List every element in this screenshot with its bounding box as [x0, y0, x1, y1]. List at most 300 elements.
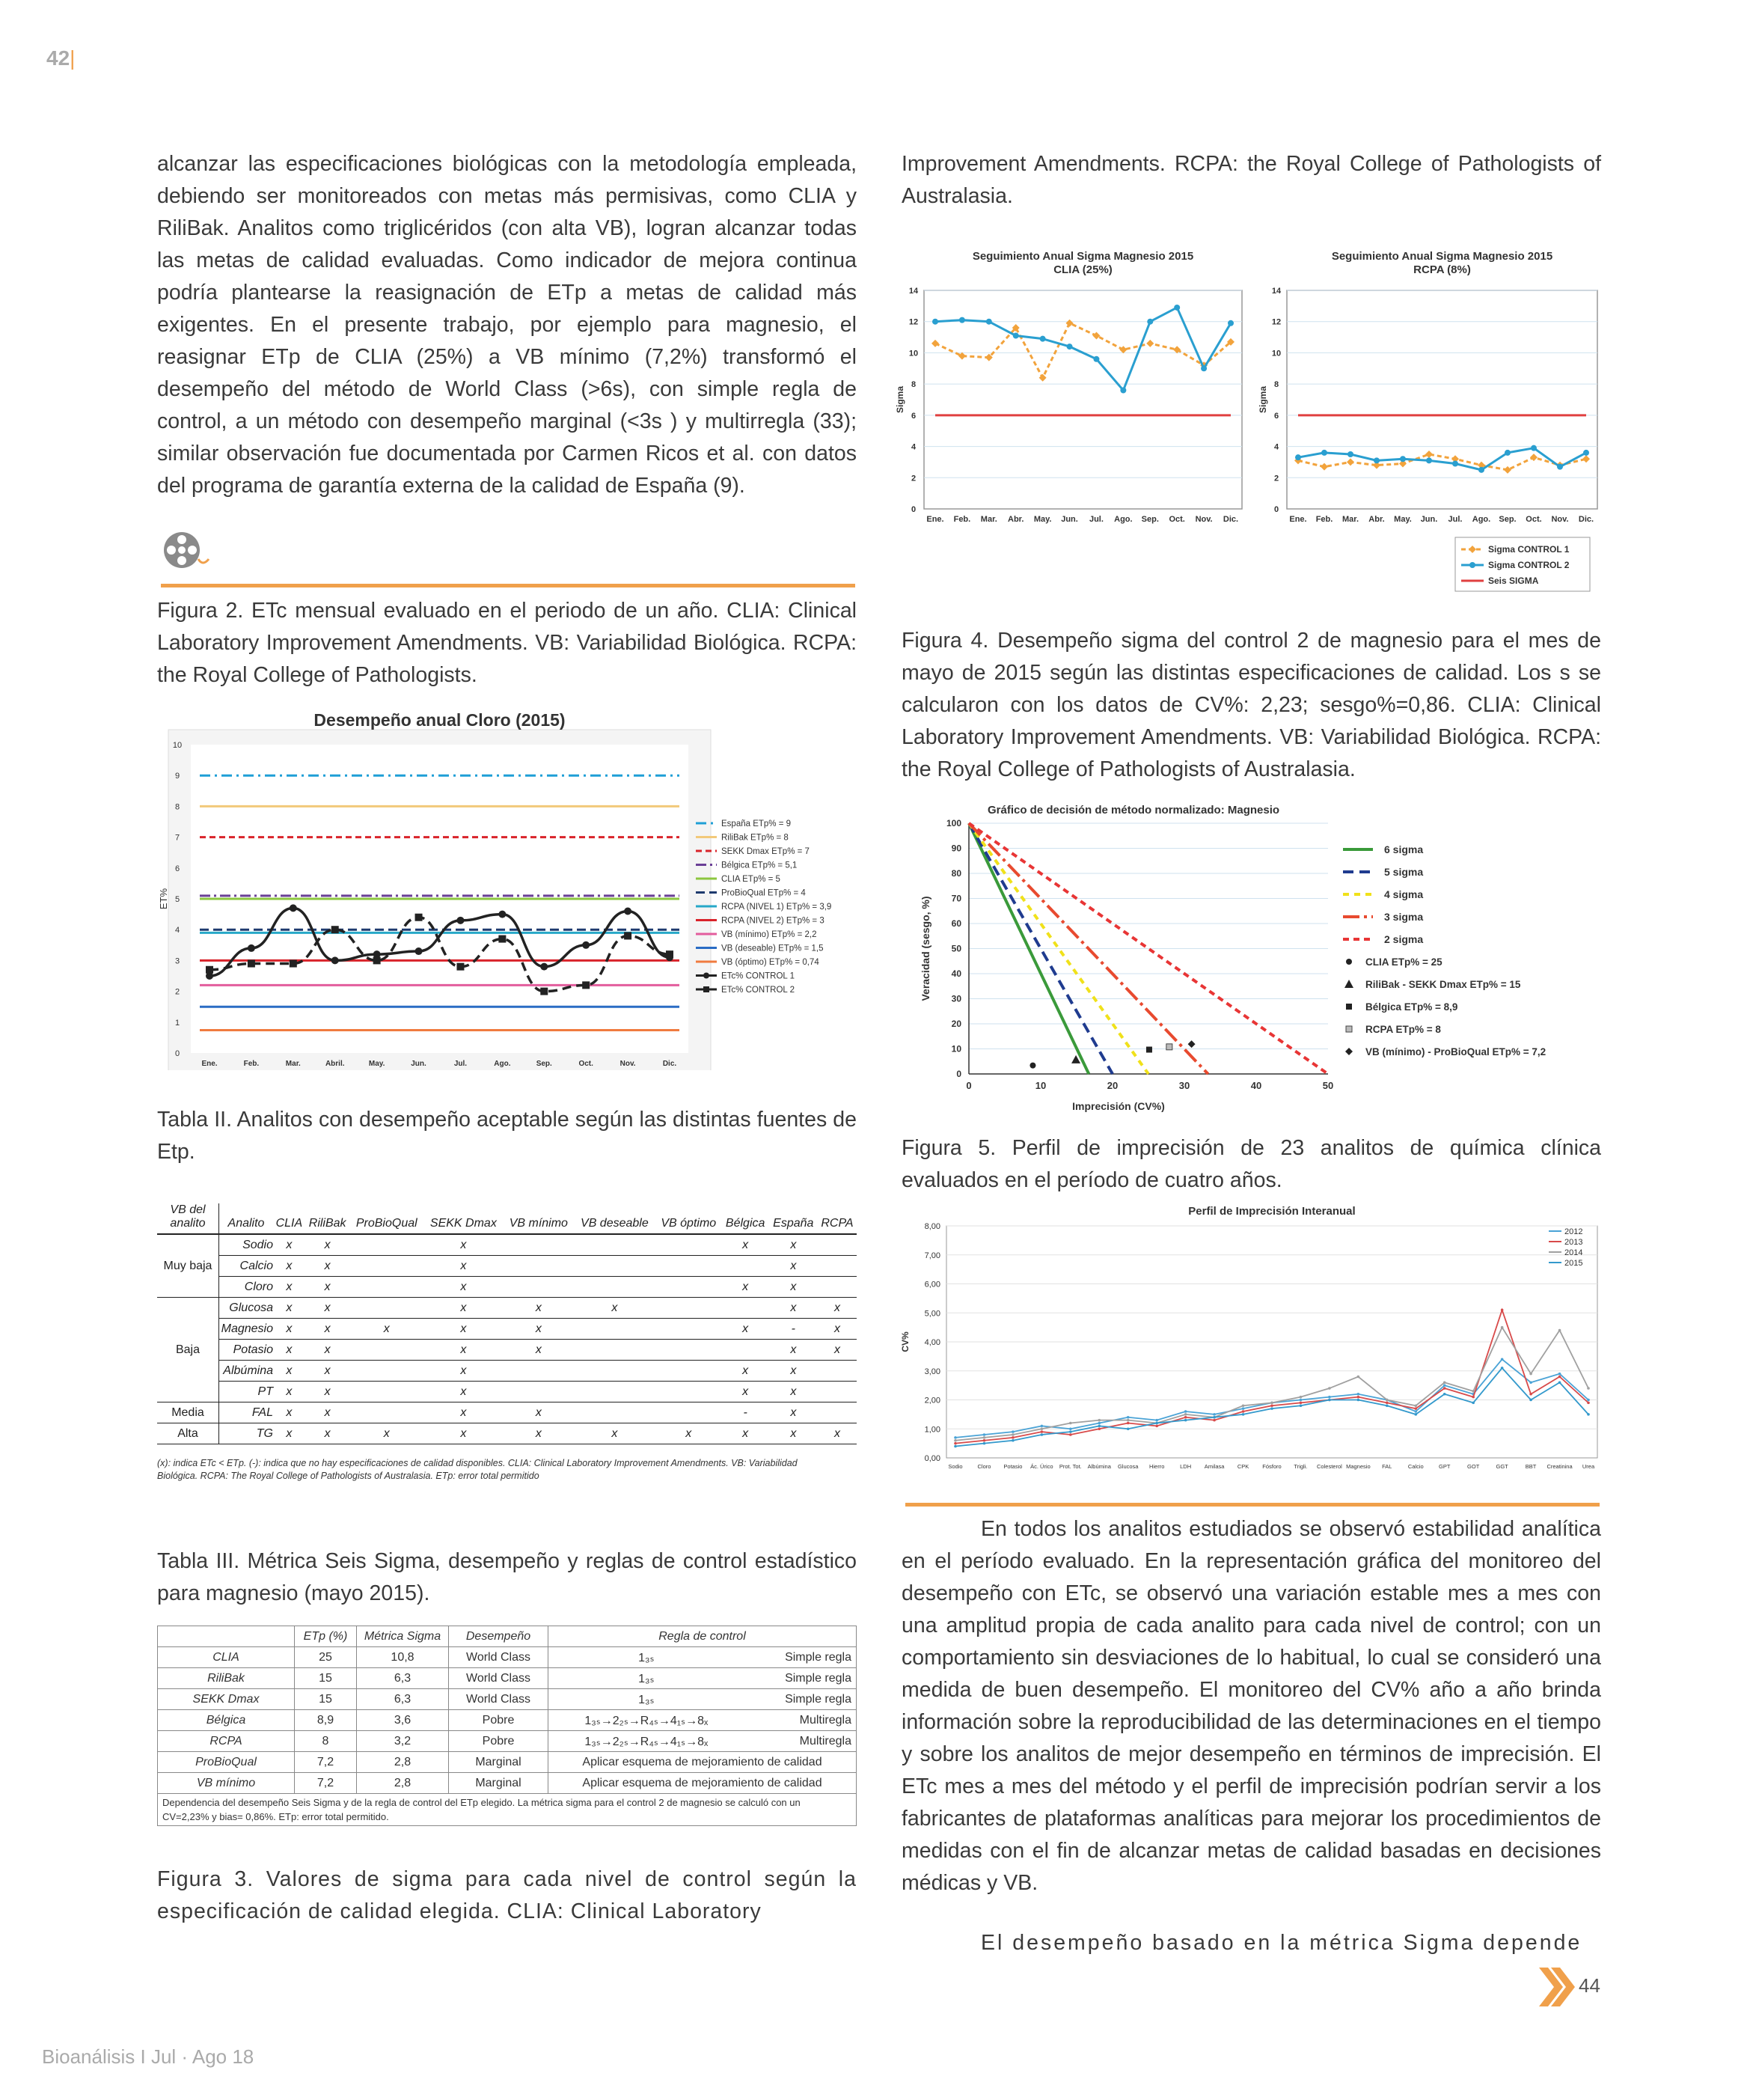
- table2-cell: x: [769, 1423, 818, 1444]
- table2-cell: -: [769, 1319, 818, 1340]
- fig3a-point: [1013, 332, 1019, 338]
- fig2-legend-label: ETc% CONTROL 1: [721, 971, 795, 981]
- fig4-ytick: 100: [946, 818, 961, 828]
- fig3b-point: [1452, 461, 1458, 467]
- fig3a-xtick: Feb.: [953, 515, 971, 524]
- fig5-point: [1443, 1393, 1446, 1396]
- fig2-point: [624, 932, 631, 939]
- table2-header-cell: ProBioQual: [350, 1203, 423, 1234]
- table2-cell: x: [423, 1319, 504, 1340]
- table3-note-box: [157, 1794, 857, 1826]
- fig2-svg: [153, 703, 860, 1070]
- table-row: [158, 1647, 857, 1668]
- table3-header-cell: Métrica Sigma: [357, 1626, 449, 1647]
- fig5-point: [1558, 1373, 1561, 1376]
- fig4-point: [1146, 1047, 1152, 1053]
- fig5-point: [1069, 1427, 1072, 1430]
- fig5-point: [1300, 1404, 1303, 1407]
- fig2-xtick: Ene.: [201, 1060, 218, 1068]
- table3-cell: World Class: [449, 1668, 548, 1689]
- fig5-point: [1098, 1425, 1101, 1428]
- fig5-point: [954, 1436, 957, 1439]
- fig5-xtick: Trigli.: [1294, 1463, 1308, 1470]
- table3-cell: World Class: [449, 1647, 548, 1668]
- table2-cell: x: [769, 1340, 818, 1361]
- fig2-point: [373, 956, 381, 964]
- table2-cell: [655, 1234, 722, 1256]
- fig5-xtick: Prot. Tot.: [1059, 1463, 1082, 1470]
- fig5-xtick: GPT: [1439, 1463, 1451, 1470]
- table2-header-cell: Analito: [219, 1203, 274, 1234]
- fig5-point: [1501, 1309, 1504, 1312]
- table2-cell: x: [818, 1298, 857, 1319]
- fig2-ytick: 0: [174, 1049, 180, 1058]
- fig3b-legend-label: Sigma CONTROL 2: [1488, 560, 1570, 570]
- fig2-point: [456, 917, 464, 924]
- fig5-point: [1242, 1404, 1245, 1407]
- table3-cell: 2,8: [357, 1752, 449, 1773]
- fig3b-ytick: 2: [1273, 474, 1279, 483]
- fig2-point: [248, 960, 255, 968]
- fig5-xtick: Sodio: [948, 1463, 963, 1470]
- table2-cell: x: [818, 1423, 857, 1444]
- table3-rule: Aplicar esquema de mejoramiento de calidad: [548, 1752, 857, 1773]
- table3-cell: 2,8: [357, 1773, 449, 1794]
- table2-cell: x: [273, 1340, 305, 1361]
- table2-cell: [350, 1256, 423, 1277]
- fig3b-xtick: Mar.: [1341, 515, 1359, 524]
- table2-cell: x: [423, 1361, 504, 1382]
- table2-cell: [350, 1234, 423, 1256]
- fig4-ytick: 40: [951, 968, 961, 979]
- table2-cell: [504, 1256, 574, 1277]
- fig5-point: [1529, 1381, 1532, 1384]
- table2-cell: x: [273, 1234, 305, 1256]
- fig4-legend-label: 4 sigma: [1384, 888, 1424, 900]
- table2-cell: [504, 1382, 574, 1402]
- table2-analyte: Magnesio: [219, 1319, 274, 1340]
- table2-cell: x: [350, 1319, 423, 1340]
- fig2-xtick: Jun.: [411, 1060, 426, 1068]
- table3-cell: 15: [295, 1668, 357, 1689]
- fig4-title: Gráfico de decisión de método normalizado: Magnesio: [988, 804, 1280, 817]
- fig3b-chart: [1257, 243, 1609, 595]
- fig4-legend-marker: [1345, 1048, 1353, 1055]
- table2-header-cell: VB mínimo: [504, 1203, 574, 1234]
- next-arrow-icon: [1538, 1966, 1576, 2008]
- table-row: [157, 1423, 857, 1444]
- fig4-legend-label: 5 sigma: [1384, 866, 1424, 878]
- fig5-point: [1472, 1402, 1475, 1405]
- table2-analyte: Glucosa: [219, 1298, 274, 1319]
- fig2-xtick: Ago.: [494, 1060, 511, 1068]
- fig5-point: [1529, 1373, 1532, 1376]
- fig5-point: [1414, 1407, 1417, 1410]
- fig5-point: [1184, 1419, 1187, 1422]
- table2-group-label: Media: [157, 1402, 219, 1423]
- fig3a-xtick: Ago.: [1114, 515, 1133, 524]
- fig2-point: [206, 966, 213, 974]
- table3-cell: RCPA: [158, 1731, 295, 1752]
- table2-cell: x: [504, 1402, 574, 1423]
- table2-cell: x: [423, 1256, 504, 1277]
- fig4-legend-label: CLIA ETp% = 25: [1365, 956, 1442, 968]
- table3-cell: 15: [295, 1689, 357, 1710]
- fig3a-ytick: 6: [911, 411, 917, 421]
- fig5-point: [1357, 1399, 1360, 1402]
- fig2-point: [290, 904, 297, 912]
- table-row: [157, 1234, 857, 1256]
- fig3b-ytick: 4: [1273, 442, 1279, 452]
- fig5-ytick: 7,00: [924, 1251, 940, 1260]
- fig3a-point: [986, 319, 992, 325]
- fig5-point: [1184, 1416, 1187, 1419]
- table2-cell: x: [423, 1340, 504, 1361]
- table2-cell: x: [305, 1402, 350, 1423]
- table2-cell: x: [305, 1423, 350, 1444]
- fig5-xtick: CPK: [1237, 1463, 1249, 1470]
- table2-cell: [574, 1361, 655, 1382]
- table2-cell: [350, 1402, 423, 1423]
- fig5-xtick: FAL: [1382, 1463, 1392, 1470]
- table2-cell: x: [273, 1256, 305, 1277]
- fig5-point: [1098, 1427, 1101, 1430]
- table3-note-1: Dependencia del desempeño Seis Sigma y de la regla de control del ETp elegido. La métrica sigma para el control 2 de magnesio se calculó con un: [162, 1797, 801, 1808]
- fig3a-xtick: Jul.: [1089, 515, 1104, 524]
- fig3b-point: [1400, 456, 1406, 462]
- table2-cell: [655, 1256, 722, 1277]
- table2-cell: x: [273, 1382, 305, 1402]
- table2-cell: [350, 1298, 423, 1319]
- table2-cell: x: [574, 1423, 655, 1444]
- fig2-legend-label: CLIA ETp% = 5: [721, 875, 780, 884]
- table3-cell: 3,2: [357, 1731, 449, 1752]
- fig3a-plot-area: [924, 290, 1242, 509]
- fig5-point: [1587, 1387, 1590, 1390]
- fig5-point: [1587, 1399, 1590, 1402]
- left-paragraph: alcanzar las especificaciones biológicas con la metodología empleada, debiendo ser monitoreados con metas más permisivas, como CLIA y RiliBak. Analitos como triglicéridos (con alta VB), logran alcanzar todas las metas de calidad evaluadas. Como indicador de mejora continua podría plantearse la reasignación de ETp a metas de calidad más exigentes. En el presente trabajo, por ejemplo para magnesio, el reasignar ETp de CLIA (25%) a VB mínimo (7,2%) transformó el desempeño del método de World Class (>6s), con simple regla de control, a un método con desempeño marginal (<3s ) y multirregla (33); similar observación fue documentada por Carmen Ricos et al. con datos del programa de garantía externa de la calidad de España (9).: [157, 152, 857, 498]
- fig5-point: [1069, 1430, 1072, 1433]
- fig4-point: [1188, 1040, 1196, 1048]
- fig5-point: [1155, 1425, 1158, 1428]
- table2-cell: [655, 1382, 722, 1402]
- fig2-xtick: Nov.: [619, 1060, 636, 1068]
- fig2-legend-label: ETc% CONTROL 2: [721, 986, 795, 995]
- table3-cell: 6,3: [357, 1668, 449, 1689]
- fig5-point: [1213, 1416, 1216, 1419]
- fig2-ylabel: ET%: [158, 888, 169, 910]
- fig5-point: [1270, 1402, 1273, 1405]
- fig2-legend-label: RiliBak ETp% = 8: [721, 833, 789, 843]
- fig5-ytick: 0,00: [924, 1454, 940, 1463]
- fig3b-xtick: May.: [1394, 515, 1412, 524]
- fig5-point: [983, 1439, 986, 1442]
- table2-cell: [655, 1298, 722, 1319]
- table2-cell: x: [769, 1382, 818, 1402]
- fig2-ytick: 3: [174, 956, 180, 966]
- table2-cell: x: [305, 1256, 350, 1277]
- fig5-point: [1012, 1436, 1015, 1439]
- fig4-xtick: 10: [1035, 1080, 1047, 1091]
- fig2-xtick: Jul.: [453, 1060, 468, 1068]
- table3-rule: Aplicar esquema de mejoramiento de calidad: [548, 1773, 857, 1794]
- table2-cell: x: [305, 1298, 350, 1319]
- fig5-xtick: Creatinina: [1546, 1463, 1573, 1470]
- table2-note-2: Biológica. RCPA: The Royal College of Pathologists of Australasia. ETp: error total permitido: [157, 1471, 539, 1481]
- fig3a-ytick: 14: [908, 287, 919, 296]
- fig3a-point: [1147, 319, 1153, 325]
- fig3a-xtick: May.: [1033, 515, 1052, 524]
- fig2-point: [666, 950, 673, 958]
- fig3b-legend-marker: [1469, 562, 1475, 568]
- orange-divider-left: [161, 584, 855, 587]
- fig5-point: [1443, 1387, 1446, 1390]
- fig4-ytick: 50: [951, 943, 961, 954]
- fig3b-ytick: 10: [1271, 349, 1282, 358]
- fig2-point: [415, 947, 423, 955]
- fig3a-point: [959, 317, 965, 323]
- table2-cell: [818, 1361, 857, 1382]
- fig3a-ylabel: Sigma: [895, 385, 905, 414]
- fig3a-ytick: 10: [908, 349, 919, 358]
- fig3a-point: [1067, 344, 1073, 350]
- fig3-caption-continued: Improvement Amendments. RCPA: the Royal College of Pathologists of Australasia.: [902, 152, 1601, 208]
- fig5-ytick: 6,00: [924, 1280, 940, 1289]
- fig5-point: [1587, 1413, 1590, 1416]
- fig5-point: [954, 1442, 957, 1445]
- fig2-legend-label: ProBioQual ETp% = 4: [721, 888, 806, 898]
- fig2-xtick: Oct.: [578, 1060, 593, 1068]
- fig2-ytick: 1: [174, 1018, 180, 1028]
- table2-cell: x: [818, 1319, 857, 1340]
- fig2-chart: [153, 703, 860, 1070]
- fig5-point: [1127, 1419, 1130, 1422]
- fig3b-legend-label: Sigma CONTROL 1: [1488, 544, 1570, 555]
- table2-header-cell: RCPA: [818, 1203, 857, 1234]
- fig3b-point: [1557, 464, 1563, 470]
- table2-cell: x: [769, 1256, 818, 1277]
- fig5-point: [1213, 1413, 1216, 1416]
- table2-cell: x: [722, 1382, 769, 1402]
- table3-rule: 1₃ₛ: [548, 1668, 744, 1689]
- fig4-ylabel: Veracidad (sesgo, %): [920, 896, 931, 1001]
- table3-note-2: CV=2,23% y bias= 0,86%. ETp: error total permitido.: [162, 1811, 389, 1822]
- table3-cell: ProBioQual: [158, 1752, 295, 1773]
- fig3b-svg: [1257, 243, 1609, 595]
- fig5-xtick: Calcio: [1407, 1463, 1424, 1470]
- fig5-xtick: Fósforo: [1262, 1463, 1282, 1470]
- fig2-point: [415, 914, 423, 921]
- table2-group-label: Alta: [157, 1423, 219, 1444]
- fig5-point: [1501, 1326, 1504, 1329]
- table2-header-cell: VB óptimo: [655, 1203, 722, 1234]
- fig3a-chart: [894, 243, 1253, 531]
- fig3b-point: [1347, 451, 1353, 457]
- fig3b-ytick: 8: [1273, 380, 1279, 390]
- fig5-chart: [898, 1200, 1605, 1492]
- table2-analyte: PT: [219, 1382, 274, 1402]
- fig3b-ytick: 12: [1271, 317, 1282, 327]
- fig4-ytick: 90: [951, 843, 961, 854]
- table3-cell: SEKK Dmax: [158, 1689, 295, 1710]
- fig5-point: [1529, 1393, 1532, 1396]
- fig5-ylabel: CV%: [900, 1331, 911, 1352]
- table2-cell: x: [504, 1423, 574, 1444]
- fig5-point: [1012, 1433, 1015, 1436]
- fig5-point: [1041, 1430, 1044, 1433]
- fig5-point: [1300, 1396, 1303, 1399]
- fig3b-xtick: Jun.: [1420, 515, 1438, 524]
- fig5-point: [1529, 1399, 1532, 1402]
- fig3a-point: [1174, 305, 1180, 311]
- table2-analyte: TG: [219, 1423, 274, 1444]
- fig3b-xtick: Abr.: [1368, 515, 1385, 524]
- fig3a-xtick: Oct.: [1169, 515, 1185, 524]
- table2-cell: [350, 1361, 423, 1382]
- fig2-xtick: Sep.: [536, 1060, 552, 1068]
- fig4-ytick: 20: [951, 1019, 961, 1029]
- table2-cell: [655, 1402, 722, 1423]
- fig4-xtick: 50: [1322, 1080, 1334, 1091]
- fig5-point: [983, 1442, 986, 1445]
- fig5-point: [1270, 1404, 1273, 1407]
- fig5-point: [1587, 1402, 1590, 1405]
- fig2-xtick: Mar.: [285, 1060, 301, 1068]
- fig3b-ylabel: Sigma: [1258, 385, 1268, 414]
- fig2-ytick: 9: [174, 772, 180, 781]
- table2-cell: -: [722, 1402, 769, 1423]
- fig3a-subtitle: CLIA (25%): [1053, 263, 1113, 276]
- fig5-svg: [898, 1200, 1605, 1492]
- table-row: [157, 1382, 857, 1402]
- fig4-legend-label: 2 sigma: [1384, 933, 1424, 945]
- table3-cell: 7,2: [295, 1773, 357, 1794]
- fig3b-subtitle: RCPA (8%): [1413, 263, 1471, 276]
- fig2-ytick: 2: [174, 987, 180, 997]
- table2-cell: x: [722, 1319, 769, 1340]
- fig3a-point: [1228, 320, 1234, 326]
- table-row: [157, 1402, 857, 1423]
- fig2-point: [290, 960, 297, 968]
- fig5-point: [1155, 1419, 1158, 1422]
- fig5-xtick: Ác. Úrico: [1030, 1463, 1053, 1470]
- table2-cell: x: [273, 1361, 305, 1382]
- fig5-point: [1386, 1399, 1389, 1402]
- fig3b-xtick: Oct.: [1526, 515, 1542, 524]
- fig3b-xtick: Dic.: [1578, 515, 1594, 524]
- fig3a-xtick: Dic.: [1223, 515, 1239, 524]
- fig5-xtick: GOT: [1467, 1463, 1480, 1470]
- fig5-point: [1242, 1413, 1245, 1416]
- table-row: [158, 1710, 857, 1731]
- table3-cell: Pobre: [449, 1710, 548, 1731]
- fig3b-point: [1295, 454, 1301, 460]
- table2-analyte: FAL: [219, 1402, 274, 1423]
- fig5-point: [1472, 1390, 1475, 1393]
- table2-header-cell: VB del analito: [157, 1203, 219, 1234]
- table3-header-cell: ETp (%): [295, 1626, 357, 1647]
- table3-header-cell: Desempeño: [449, 1626, 548, 1647]
- fig5-ytick: 4,00: [924, 1338, 940, 1347]
- table2-cell: x: [818, 1340, 857, 1361]
- table-row: [157, 1361, 857, 1382]
- table2-cell: [574, 1277, 655, 1298]
- table3-caption: Tabla III. Métrica Seis Sigma, desempeño y reglas de control estadístico para magnesio (mayo 2015).: [157, 1549, 857, 1605]
- fig5-point: [1069, 1433, 1072, 1436]
- fig3b-xtick: Ago.: [1472, 515, 1491, 524]
- table2-cell: x: [769, 1402, 818, 1423]
- fig5-point: [1300, 1399, 1303, 1402]
- fig5-point: [1270, 1407, 1273, 1410]
- fig5-point: [1213, 1419, 1216, 1422]
- fig5-legend-label: 2014: [1564, 1248, 1583, 1257]
- fig5-point: [1558, 1329, 1561, 1332]
- fig2-point: [540, 963, 548, 971]
- fig5-point: [1069, 1422, 1072, 1425]
- fig5-point: [1184, 1413, 1187, 1416]
- footer-journal: Bioanálisis I Jul · Ago 18: [42, 2045, 254, 2068]
- fig5-point: [1357, 1396, 1360, 1399]
- table3-cell: VB mínimo: [158, 1773, 295, 1794]
- fig5-ytick: 8,00: [924, 1222, 940, 1231]
- table2-cell: x: [423, 1382, 504, 1402]
- table2-cell: [655, 1319, 722, 1340]
- fig4-legend-marker: [1346, 959, 1352, 965]
- fig5-xtick: Urea: [1582, 1463, 1595, 1470]
- fig2-point: [540, 988, 548, 995]
- fig4-ytick: 80: [951, 868, 961, 879]
- table2-cell: [574, 1256, 655, 1277]
- table2-header-cell: RiliBak: [305, 1203, 350, 1234]
- fig2-xtick: Abril.: [325, 1060, 345, 1068]
- table2-cell: x: [305, 1234, 350, 1256]
- fig3a-point: [1201, 365, 1207, 371]
- fig5-point: [1386, 1402, 1389, 1405]
- fig3b-title: Seguimiento Anual Sigma Magnesio 2015: [1331, 250, 1553, 263]
- fig3b-point: [1426, 457, 1432, 463]
- fig5-point: [1357, 1393, 1360, 1396]
- fig5-point: [1098, 1422, 1101, 1425]
- table2-cell: [574, 1234, 655, 1256]
- fig2-legend-label: VB (deseable) ETp% = 1,5: [721, 944, 824, 953]
- table3-grid: [157, 1626, 857, 1794]
- fig2-ytick: 6: [174, 864, 180, 873]
- orange-divider-right: [905, 1503, 1600, 1507]
- fig2-ytick: 8: [174, 802, 180, 812]
- table2-cell: x: [722, 1423, 769, 1444]
- fig3b-ytick: 0: [1273, 505, 1279, 514]
- fig5-point: [1414, 1410, 1417, 1413]
- fig5-ytick: 5,00: [924, 1309, 940, 1319]
- table2-analyte: Albúmina: [219, 1361, 274, 1382]
- fig5-point: [1414, 1413, 1417, 1416]
- fig3a-point: [1040, 336, 1046, 342]
- fig5-point: [1012, 1430, 1015, 1433]
- table2-cell: [818, 1382, 857, 1402]
- fig4-ytick: 70: [951, 893, 961, 904]
- table2-cell: x: [769, 1277, 818, 1298]
- table2-cell: x: [305, 1361, 350, 1382]
- table3-cell: World Class: [449, 1689, 548, 1710]
- fig3b-ytick: 14: [1271, 287, 1282, 296]
- table2-cell: x: [574, 1298, 655, 1319]
- fig3a-xtick: Sep.: [1141, 515, 1159, 524]
- fig4-legend-label: RiliBak - SEKK Dmax ETp% = 15: [1365, 979, 1521, 990]
- fig3b-legend-label: Seis SIGMA: [1488, 576, 1539, 586]
- fig5-point: [983, 1436, 986, 1439]
- table-row: [158, 1773, 857, 1794]
- fig2-legend-label: VB (mínimo) ETp% = 2,2: [721, 930, 817, 939]
